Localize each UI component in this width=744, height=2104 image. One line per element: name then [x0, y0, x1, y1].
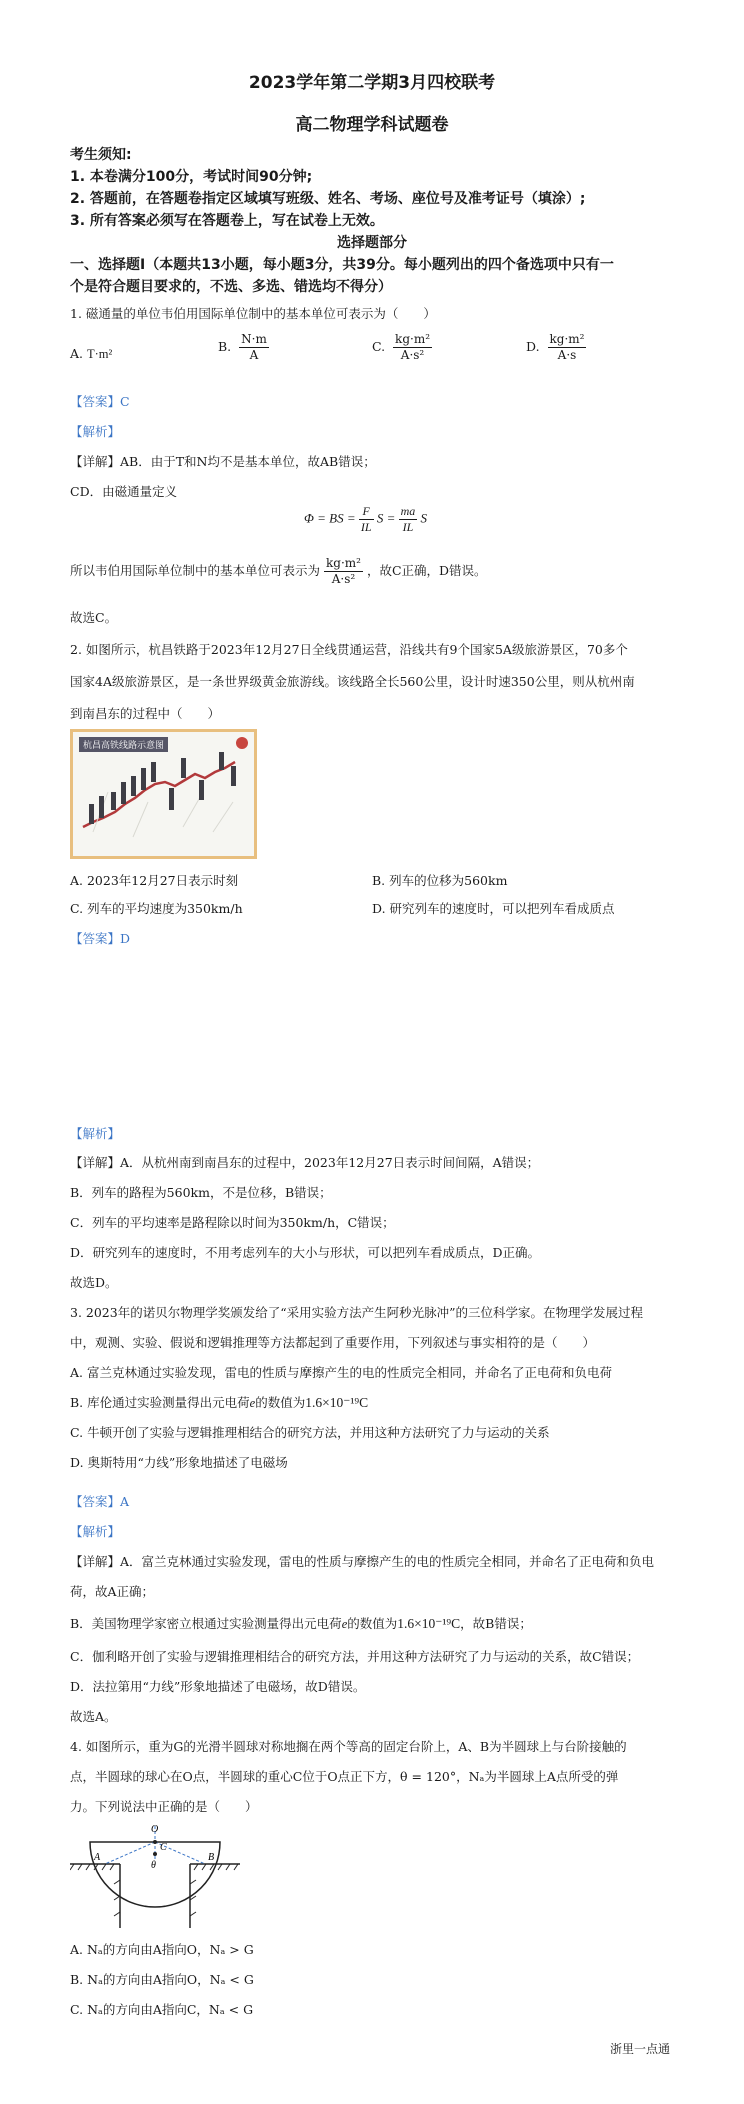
q3-c: C．伽利略开创了实验与逻辑推理相结合的研究方法，并用这种方法研究了力与运动的关系，故C错误； — [70, 1649, 640, 1664]
q3-option-d: D. 奥斯特用“力线”形象地描述了电磁场 — [70, 1455, 288, 1470]
q1-option-a: A. T·m² — [70, 346, 113, 361]
notice-item: 1. 本卷满分100分，考试时间90分钟; — [70, 169, 313, 185]
q1-stem: 1. 磁通量的单位韦伯用国际单位制中的基本单位可表示为（ ） — [70, 306, 436, 321]
label-theta: θ — [151, 1860, 156, 1871]
q3-option-a: A. 富兰克林通过实验发现，雷电的性质与摩擦产生的电的性质完全相同，并命名了正电荷和负电荷 — [70, 1365, 612, 1380]
q2-option-d: D. 研究列车的速度时，可以把列车看成质点 — [372, 901, 615, 916]
q1-so: 所以韦伯用国际单位制中的基本单位可表示为 $\frac{\text{kg·m²}}{\text{A·s²}}$ ，故C正确，D错误。 — [70, 556, 487, 586]
q3-stem: 3. 2023年的诺贝尔物理学奖颁发给了“采用实验方法产生阿秒光脉冲”的三位科学家。在物理学发展过程 — [70, 1305, 643, 1320]
q3-d: D．法拉第用“力线”形象地描述了电磁场，故D错误。 — [70, 1679, 366, 1694]
q3-b: B．美国物理学家密立根通过实验测量得出元电荷e的数值为1.6×10⁻¹⁹C，故B错误； — [70, 1616, 532, 1631]
q3-option-b: B. 库伦通过实验测量得出元电荷e的数值为1.6×10⁻¹⁹C — [70, 1395, 369, 1410]
q1-option-b: B. $\frac{N\cdot m}{A}$ — [218, 332, 267, 362]
gravity-point — [153, 1852, 157, 1856]
section-instruction: 一、选择题Ⅰ（本题共13小题，每小题3分，共39分。每小题列出的四个备选项中只有一 — [70, 257, 614, 273]
q2-c: C．列车的平均速率是路程除以时间为350km/h，C错误； — [70, 1215, 395, 1230]
q1-cd: CD．由磁通量定义 — [70, 484, 178, 499]
exam-title: 2023学年第二学期3月四校联考 — [248, 73, 496, 93]
section-part: 选择题部分 — [337, 235, 407, 251]
q4-stem-end: 力。下列说法中正确的是（ ） — [70, 1799, 258, 1814]
label-o: O — [151, 1824, 159, 1835]
radius-oa — [105, 1842, 155, 1864]
railway-map — [70, 729, 257, 859]
q1-option-d: D. $\frac{\text{kg·m²}}{A\cdot s}$ — [526, 332, 585, 362]
q2-detail: 【详解】A．从杭州南到南昌东的过程中，2023年12月27日表示时间间隔，A错误； — [70, 1155, 540, 1170]
q3-conclusion: 故选A。 — [70, 1709, 117, 1724]
q3-option-c: C. 牛顿开创了实验与逻辑推理相结合的研究方法，并用这种方法研究了力与运动的关系 — [70, 1425, 550, 1440]
q2-option-b: B. 列车的位移为560km — [372, 873, 508, 888]
q3-detail: 【详解】A．富兰克林通过实验发现，雷电的性质与摩擦产生的电的性质完全相同，并命名了正电荷和负电 — [70, 1554, 655, 1569]
q2-analysis-label: 【解析】 — [70, 1126, 121, 1141]
q2-conclusion: 故选D。 — [70, 1275, 118, 1290]
label-c: C — [160, 1842, 167, 1853]
q2-answer: 【答案】D — [70, 931, 131, 946]
route-graphic — [73, 732, 254, 856]
label-b: B — [208, 1852, 215, 1863]
q1-analysis-label: 【解析】 — [70, 424, 121, 439]
q1-answer: 【答案】C — [70, 394, 130, 409]
section-instruction-cont: 个是符合题目要求的，不选、多选、错选均不得分） — [70, 279, 392, 295]
center-point — [153, 1840, 157, 1844]
q4-option-a: A. Nₐ的方向由A指向O，Nₐ > G — [70, 1942, 254, 1957]
q2-d: D．研究列车的速度时，不用考虑列车的大小与形状，可以把列车看成质点，D正确。 — [70, 1245, 541, 1260]
q3-answer: 【答案】A — [70, 1494, 130, 1509]
q4-option-c: C. Nₐ的方向由A指向C，Nₐ < G — [70, 2002, 254, 2017]
q4-option-b: B. Nₐ的方向由A指向O，Nₐ < G — [70, 1972, 254, 1987]
q3-stem-cont: 中，观测、实验、假说和逻辑推理等方法都起到了重要作用，下列叙述与事实相符的是（ ） — [70, 1335, 596, 1350]
q1-detail: 【详解】AB．由于T和N均不是基本单位，故AB错误； — [70, 454, 376, 469]
q2-stem: 2. 如图所示，杭昌铁路于2023年12月27日全线贯通运营，沿线共有9个国家5A级旅游景区，70多个 — [70, 642, 628, 657]
footer-brand: 浙里一点通 — [610, 2042, 671, 2056]
q3-detail-cont: 荷，故A正确； — [70, 1584, 155, 1599]
label-a: A — [94, 1852, 101, 1863]
q2-stem-cont: 国家4A级旅游景区，是一条世界级黄金旅游线。该线路全长560公里，设计时速350公里，则从杭州南 — [70, 674, 635, 689]
q3-analysis-label: 【解析】 — [70, 1524, 121, 1539]
q2-b: B．列车的路程为560km，不是位移，B错误； — [70, 1185, 332, 1200]
notice-heading: 考生须知: — [70, 147, 132, 163]
q2-stem-end: 到南昌东的过程中（ ） — [70, 706, 221, 721]
hemisphere-diagram — [70, 1820, 240, 1930]
map-title: 杭昌高铁线路示意图 — [79, 737, 168, 752]
q4-stem: 4. 如图所示，重为G的光滑半圆球对称地搁在两个等高的固定台阶上，A、B为半圆球上与台阶接触的 — [70, 1739, 627, 1754]
notice-item: 2. 答题前，在答题卷指定区域填写班级、姓名、考场、座位号及准考证号（填涂）; — [70, 191, 586, 207]
route-line — [83, 762, 235, 827]
notice-item: 3. 所有答案必须写在答题卷上，写在试卷上无效。 — [70, 213, 384, 229]
exam-subtitle: 高二物理学科试题卷 — [295, 115, 449, 135]
q1-formula: Φ = BS = $\frac{F}{IL}$ S = $\frac{ma}{IL}$ S — [304, 504, 428, 534]
q4-stem-cont: 点，半圆球的球心在O点，半圆球的重心C位于O点正下方，θ = 120°，Nₐ为半圆球上A点所受的弹 — [70, 1769, 619, 1784]
q1-conclusion: 故选C。 — [70, 610, 118, 625]
q2-option-a: A. 2023年12月27日表示时刻 — [70, 873, 239, 888]
q2-option-c: C. 列车的平均速度为350km/h — [70, 901, 243, 916]
q1-option-c: C. $\frac{\text{kg·m²}}{\text{A·s²}}$ — [372, 332, 431, 362]
